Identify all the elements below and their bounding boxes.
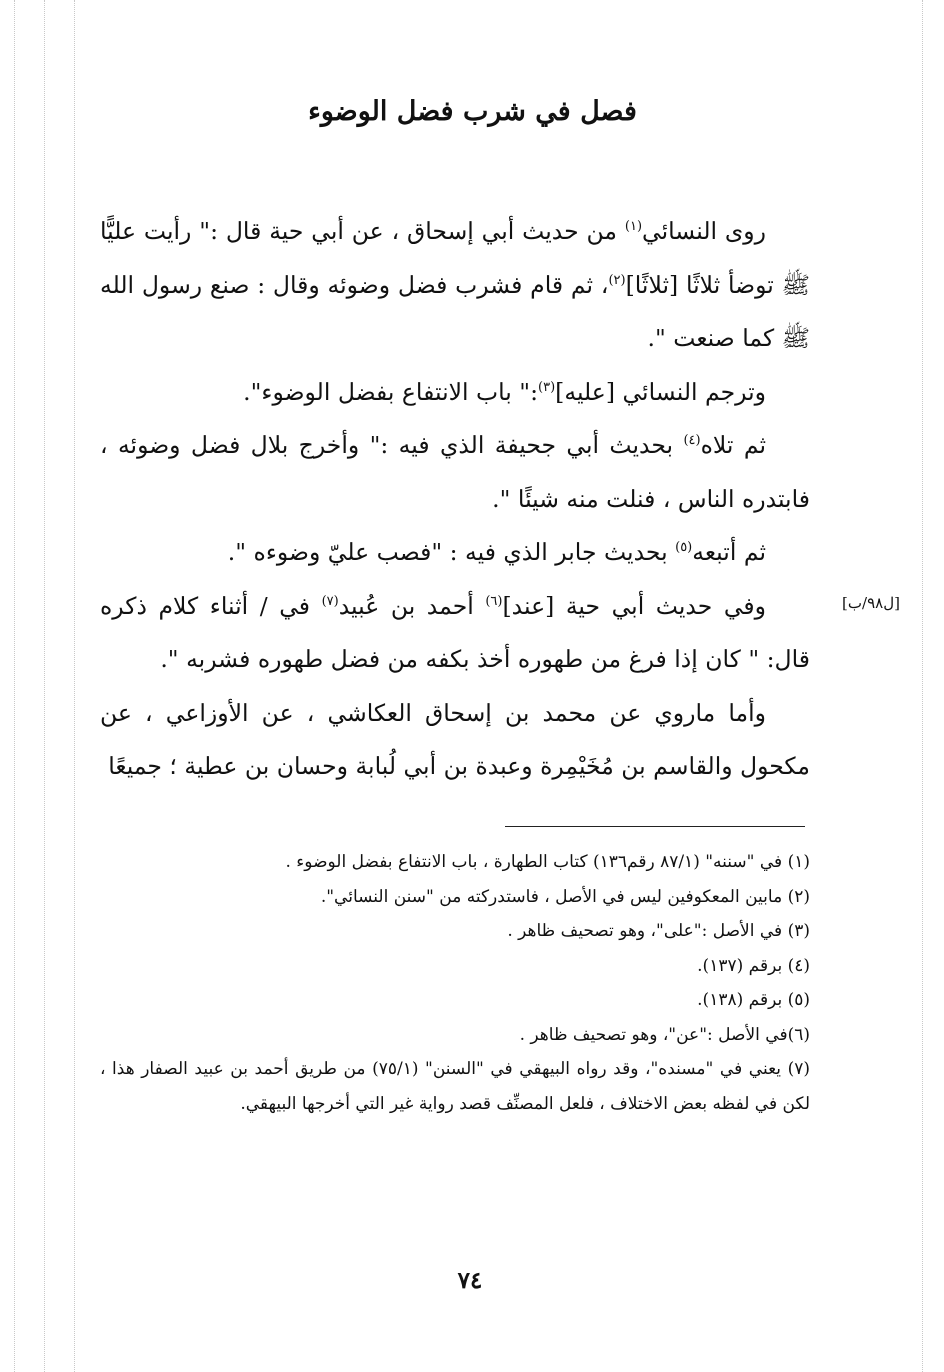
page-number: ٧٤ — [457, 1267, 483, 1294]
text-run: أحمد بن عُبيد — [338, 591, 486, 620]
text-run: في / أثناء كلام ذكره قال: " كان إذا فرغ من طهوره أخذ بكفه من فضل طهوره فشربه ". — [100, 591, 810, 673]
footnotes — [100, 845, 810, 1121]
footnote-ref[interactable]: (٣) — [538, 379, 556, 395]
text-run: :" باب الانتفاع بفضل الوضوء". — [243, 377, 539, 406]
footnote-ref[interactable]: (٢) — [608, 272, 626, 288]
text-run: ثم أتبعه — [692, 538, 766, 566]
main-text — [100, 205, 810, 794]
footnote: (٦)في الأصل :"عن"، وهو تصحيف ظاهر . — [519, 1024, 810, 1045]
text-run: ثم تلاه — [700, 431, 766, 459]
paragraph — [100, 580, 810, 687]
footnote-divider — [505, 826, 805, 827]
footnote: (٥) برقم (١٣٨). — [697, 990, 810, 1010]
paragraph — [100, 366, 810, 420]
text-run: ، ثم قام فشرب فضل وضوئه وقال : صنع رسول الله ﷺ كما صنعت ". — [100, 270, 810, 352]
footnote: (٢) مابين المعكوفين ليس في الأصل ، فاستدركته من "سنن النسائي". — [320, 886, 810, 907]
paragraph — [100, 526, 810, 580]
footnote: (٧) يعني في "مسنده"، وقد رواه البيهقي في "السنن" (٧٥/١) من طريق أحمد بن عبيد الصفار هذا ، لكن في لفظه بعض الاختلاف ، فلعل المصنِّف قصد رواية غير التي أخرجها البيهقي. — [100, 1059, 810, 1114]
paragraph — [100, 687, 810, 794]
paragraph — [100, 419, 810, 526]
text-run: وفي حديث أبي حية [عند] — [502, 591, 767, 620]
text-run: بحديث أبي جحيفة الذي فيه :" وأخرج بلال فضل وضوئه ، فابتدره الناس ، فنلت منه شيئًا ". — [100, 431, 810, 513]
footnote: (٤) برقم (١٣٧). — [697, 955, 810, 976]
paragraph — [100, 205, 810, 366]
page-edge-line — [74, 0, 75, 1372]
text-run: وأما ماروي عن محمد بن إسحاق العكاشي ، عن الأوزاعي ، عن مكحول والقاسم بن مُخَيْمِرة وعبدة بن أبي لُبابة وحسان بن عطية ؛ جميعًا — [100, 698, 810, 780]
footnote: (١) في "سننه" (٨٧/١ رقم١٣٦) كتاب الطهارة ، باب الانتفاع بفضل الوضوء . — [285, 852, 810, 872]
page-edge-line — [44, 0, 45, 1372]
text-run: روى النسائي — [642, 217, 767, 245]
footnote-ref[interactable]: (٦) — [485, 593, 503, 609]
footnote-ref[interactable]: (١) — [624, 219, 643, 235]
text-run: بحديث جابر الذي فيه : "فصب عليّ وضوءه ". — [227, 538, 676, 566]
page-title: فصل في شرب فضل الوضوء — [308, 96, 637, 127]
footnote-ref[interactable]: (٤) — [683, 433, 701, 449]
text-run: من حديث أبي إسحاق ، عن أبي حية قال :" رأيت عليًّا ﷺ توضأ ثلاثًا [ثلاثًا] — [100, 217, 810, 299]
page-edge-line — [922, 0, 923, 1372]
footnote-ref[interactable]: (٥) — [675, 540, 693, 556]
manuscript-folio-note: [ل٩٨/ب] — [842, 594, 900, 612]
page-edge-line — [14, 0, 15, 1372]
footnote: (٣) في الأصل :"على"، وهو تصحيف ظاهر . — [507, 921, 810, 941]
text-run: وترجم النسائي [عليه] — [555, 377, 766, 406]
footnote-ref[interactable]: (٧) — [321, 593, 339, 609]
